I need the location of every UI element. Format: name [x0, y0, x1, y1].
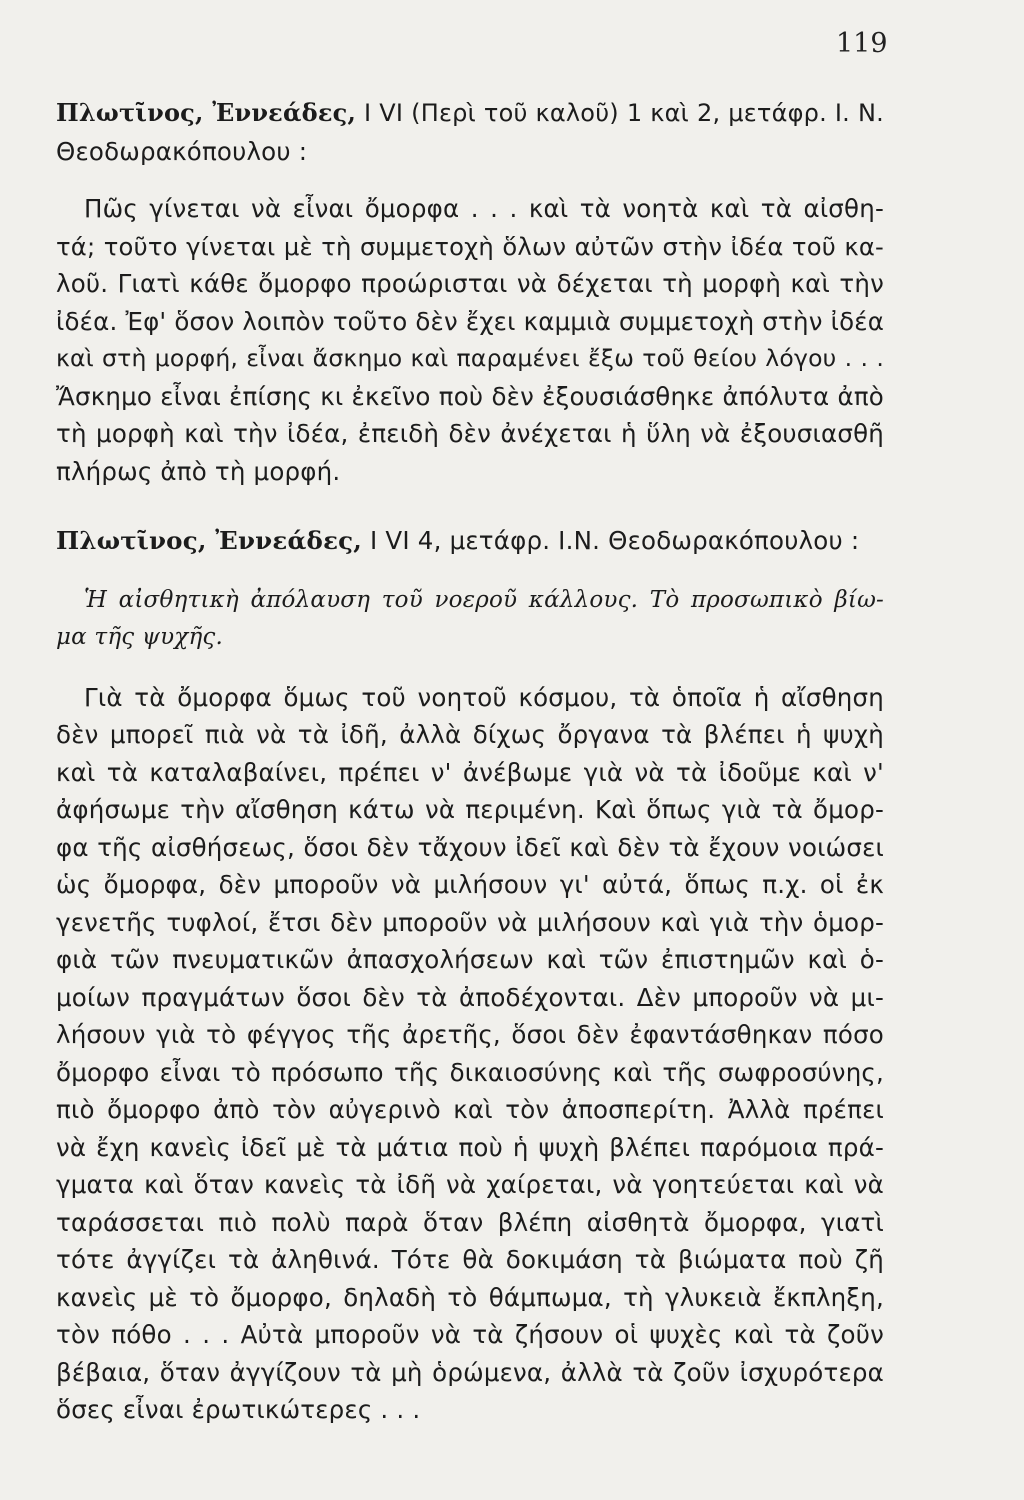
section-2: [56, 522, 884, 1429]
paragraph-line: λοῦ. Γιατὶ κάθε ὄμορφο προώρισται νὰ δέχεται τὴ μορφὴ καὶ τὴν: [56, 269, 884, 298]
paragraph-line: τότε ἀγγίζει τὰ ἀληθινά. Τότε θὰ δοκιμάση τὰ βιώματα ποὺ ζῆ: [56, 1245, 884, 1274]
paragraph-line: ἀφήσωμε τὴν αἴσθηση κάτω νὰ περιμένη. Καὶ ὅπως γιὰ τὰ ὄμορ-: [56, 795, 884, 824]
section-2-epigraph: [56, 582, 884, 657]
paragraph-line: πλήρως ἀπὸ τὴ μορφή.: [56, 456, 341, 486]
section-2-heading-author: Πλωτῖνος, Ἐννεάδες,: [56, 526, 363, 555]
paragraph-line: τὴ μορφὴ καὶ τὴν ἰδέα, ἐπειδὴ δὲν ἀνέχεται ἡ ὕλη νὰ ἐξουσιασθῆ: [56, 419, 884, 448]
paragraph-line: καὶ στὴ μορφή, εἶναι ἄσκημο καὶ παραμένει ἔξω τοῦ θείου λόγου . . .: [56, 344, 884, 372]
section-2-heading-rest: I VI 4, μετάφρ. Ι.Ν. Θεοδωρακόπουλου :: [370, 526, 860, 555]
paragraph-line: τά; τοῦτο γίνεται μὲ τὴ συμμετοχὴ ὅλων αὐτῶν στὴν ἰδέα τοῦ κα-: [56, 231, 884, 261]
paragraph-line: γενετῆς τυφλοί, ἔτσι δὲν μποροῦν νὰ μιλήσουν καὶ γιὰ τὴν ὁμορ-: [56, 907, 884, 937]
section-1-paragraph: [56, 190, 884, 490]
section-1-heading-line2: Θεοδωρακόπουλου :: [56, 136, 308, 166]
paragraph-line: ὄμορφο εἶναι τὸ πρόσωπο τῆς δικαιοσύνης καὶ τῆς σωφροσύνης,: [56, 1057, 884, 1087]
section-1-heading-author: Πλωτῖνος, Ἐννεάδες,: [56, 98, 357, 127]
paragraph-line: λήσουν γιὰ τὸ φέγγος τῆς ἀρετῆς, ὅσοι δὲν ἐφαντάσθηκαν πόσο: [56, 1020, 884, 1049]
paragraph-line: πιὸ ὄμορφο ἀπὸ τὸν αὐγερινὸ καὶ τὸν ἀποσπερίτη. Ἀλλὰ πρέπει: [56, 1095, 884, 1124]
section-1-heading-rest: I VI (Περὶ τοῦ καλοῦ) 1 καὶ 2, μετάφρ. Ι. Ν.: [364, 99, 884, 127]
paragraph-line: ὅσες εἶναι ἐρωτικώτερες . . .: [56, 1395, 421, 1424]
page-content: [56, 94, 884, 1429]
epigraph-line: Ἡ αἰσθητικὴ ἀπόλαυση τοῦ νοεροῦ κάλλους. Τὸ προσωπικὸ βίω-: [84, 586, 884, 613]
paragraph-line: Γιὰ τὰ ὄμορφα ὅμως τοῦ νοητοῦ κόσμου, τὰ ὁποῖα ἡ αἴσθηση: [84, 682, 884, 712]
paragraph-line: φιὰ τῶν πνευματικῶν ἀπασχολήσεων καὶ τῶν ἐπιστημῶν καὶ ὁ-: [56, 945, 884, 974]
paragraph-line: μοίων πραγμάτων ὅσοι δὲν τὰ ἀποδέχονται. Δὲν μποροῦν νὰ μι-: [56, 982, 884, 1012]
section-1: [56, 94, 884, 490]
paragraph-line: ἰδέα. Ἐφ' ὅσον λοιπὸν τοῦτο δὲν ἔχει καμμιὰ συμμετοχὴ στὴν ἰδέα: [56, 306, 885, 336]
paragraph-line: Πῶς γίνεται νὰ εἶναι ὄμορφα . . . καὶ τὰ νοητὰ καὶ τὰ αἰσθη-: [84, 194, 884, 223]
section-2-heading: [56, 522, 884, 560]
paragraph-line: καὶ τὰ καταλαβαίνει, πρέπει ν' ἀνέβωμε γιὰ νὰ τὰ ἰδοῦμε καὶ ν': [56, 757, 884, 787]
paragraph-line: κανεὶς μὲ τὸ ὄμορφο, δηλαδὴ τὸ θάμπωμα, τὴ γλυκειὰ ἔκπληξη,: [56, 1282, 884, 1312]
paragraph-line: δὲν μπορεῖ πιὰ νὰ τὰ ἰδῆ, ἀλλὰ δίχως ὄργανα τὰ βλέπει ἡ ψυχὴ: [56, 720, 884, 749]
paragraph-line: γματα καὶ ὅταν κανεὶς τὰ ἰδῆ νὰ χαίρεται, νὰ γοητεύεται καὶ νὰ: [56, 1170, 884, 1199]
paragraph-line: βέβαια, ὅταν ἀγγίζουν τὰ μὴ ὁρώμενα, ἀλλὰ τὰ ζοῦν ἰσχυρότερα: [56, 1357, 884, 1387]
page-number: 119: [836, 28, 888, 59]
paragraph-line: ταράσσεται πιὸ πολὺ παρὰ ὅταν βλέπη αἰσθητὰ ὄμορφα, γιατὶ: [56, 1207, 884, 1237]
paragraph-line: νὰ ἔχη κανεὶς ἰδεῖ μὲ τὰ μάτια ποὺ ἡ ψυχὴ βλέπει παρόμοια πρά-: [56, 1132, 884, 1162]
section-1-heading: [56, 94, 884, 133]
paragraph-line: τὸν πόθο . . . Αὐτὰ μποροῦν νὰ τὰ ζήσουν οἱ ψυχὲς καὶ τὰ ζοῦν: [56, 1320, 884, 1349]
paragraph-line: φα τῆς αἰσθήσεως, ὅσοι δὲν τἄχουν ἰδεῖ καὶ δὲν τὰ ἔχουν νοιώσει: [56, 832, 884, 862]
section-2-paragraph: [56, 679, 884, 1429]
epigraph-line: μα τῆς ψυχῆς.: [56, 624, 224, 650]
paragraph-line: ὡς ὄμορφα, δὲν μποροῦν νὰ μιλήσουν γι' αὐτά, ὅπως π.χ. οἱ ἐκ: [56, 870, 884, 899]
paragraph-line: Ἄσκημο εἶναι ἐπίσης κι ἐκεῖνο ποὺ δὲν ἐξουσιάσθηκε ἀπόλυτα ἀπὸ: [56, 381, 884, 411]
